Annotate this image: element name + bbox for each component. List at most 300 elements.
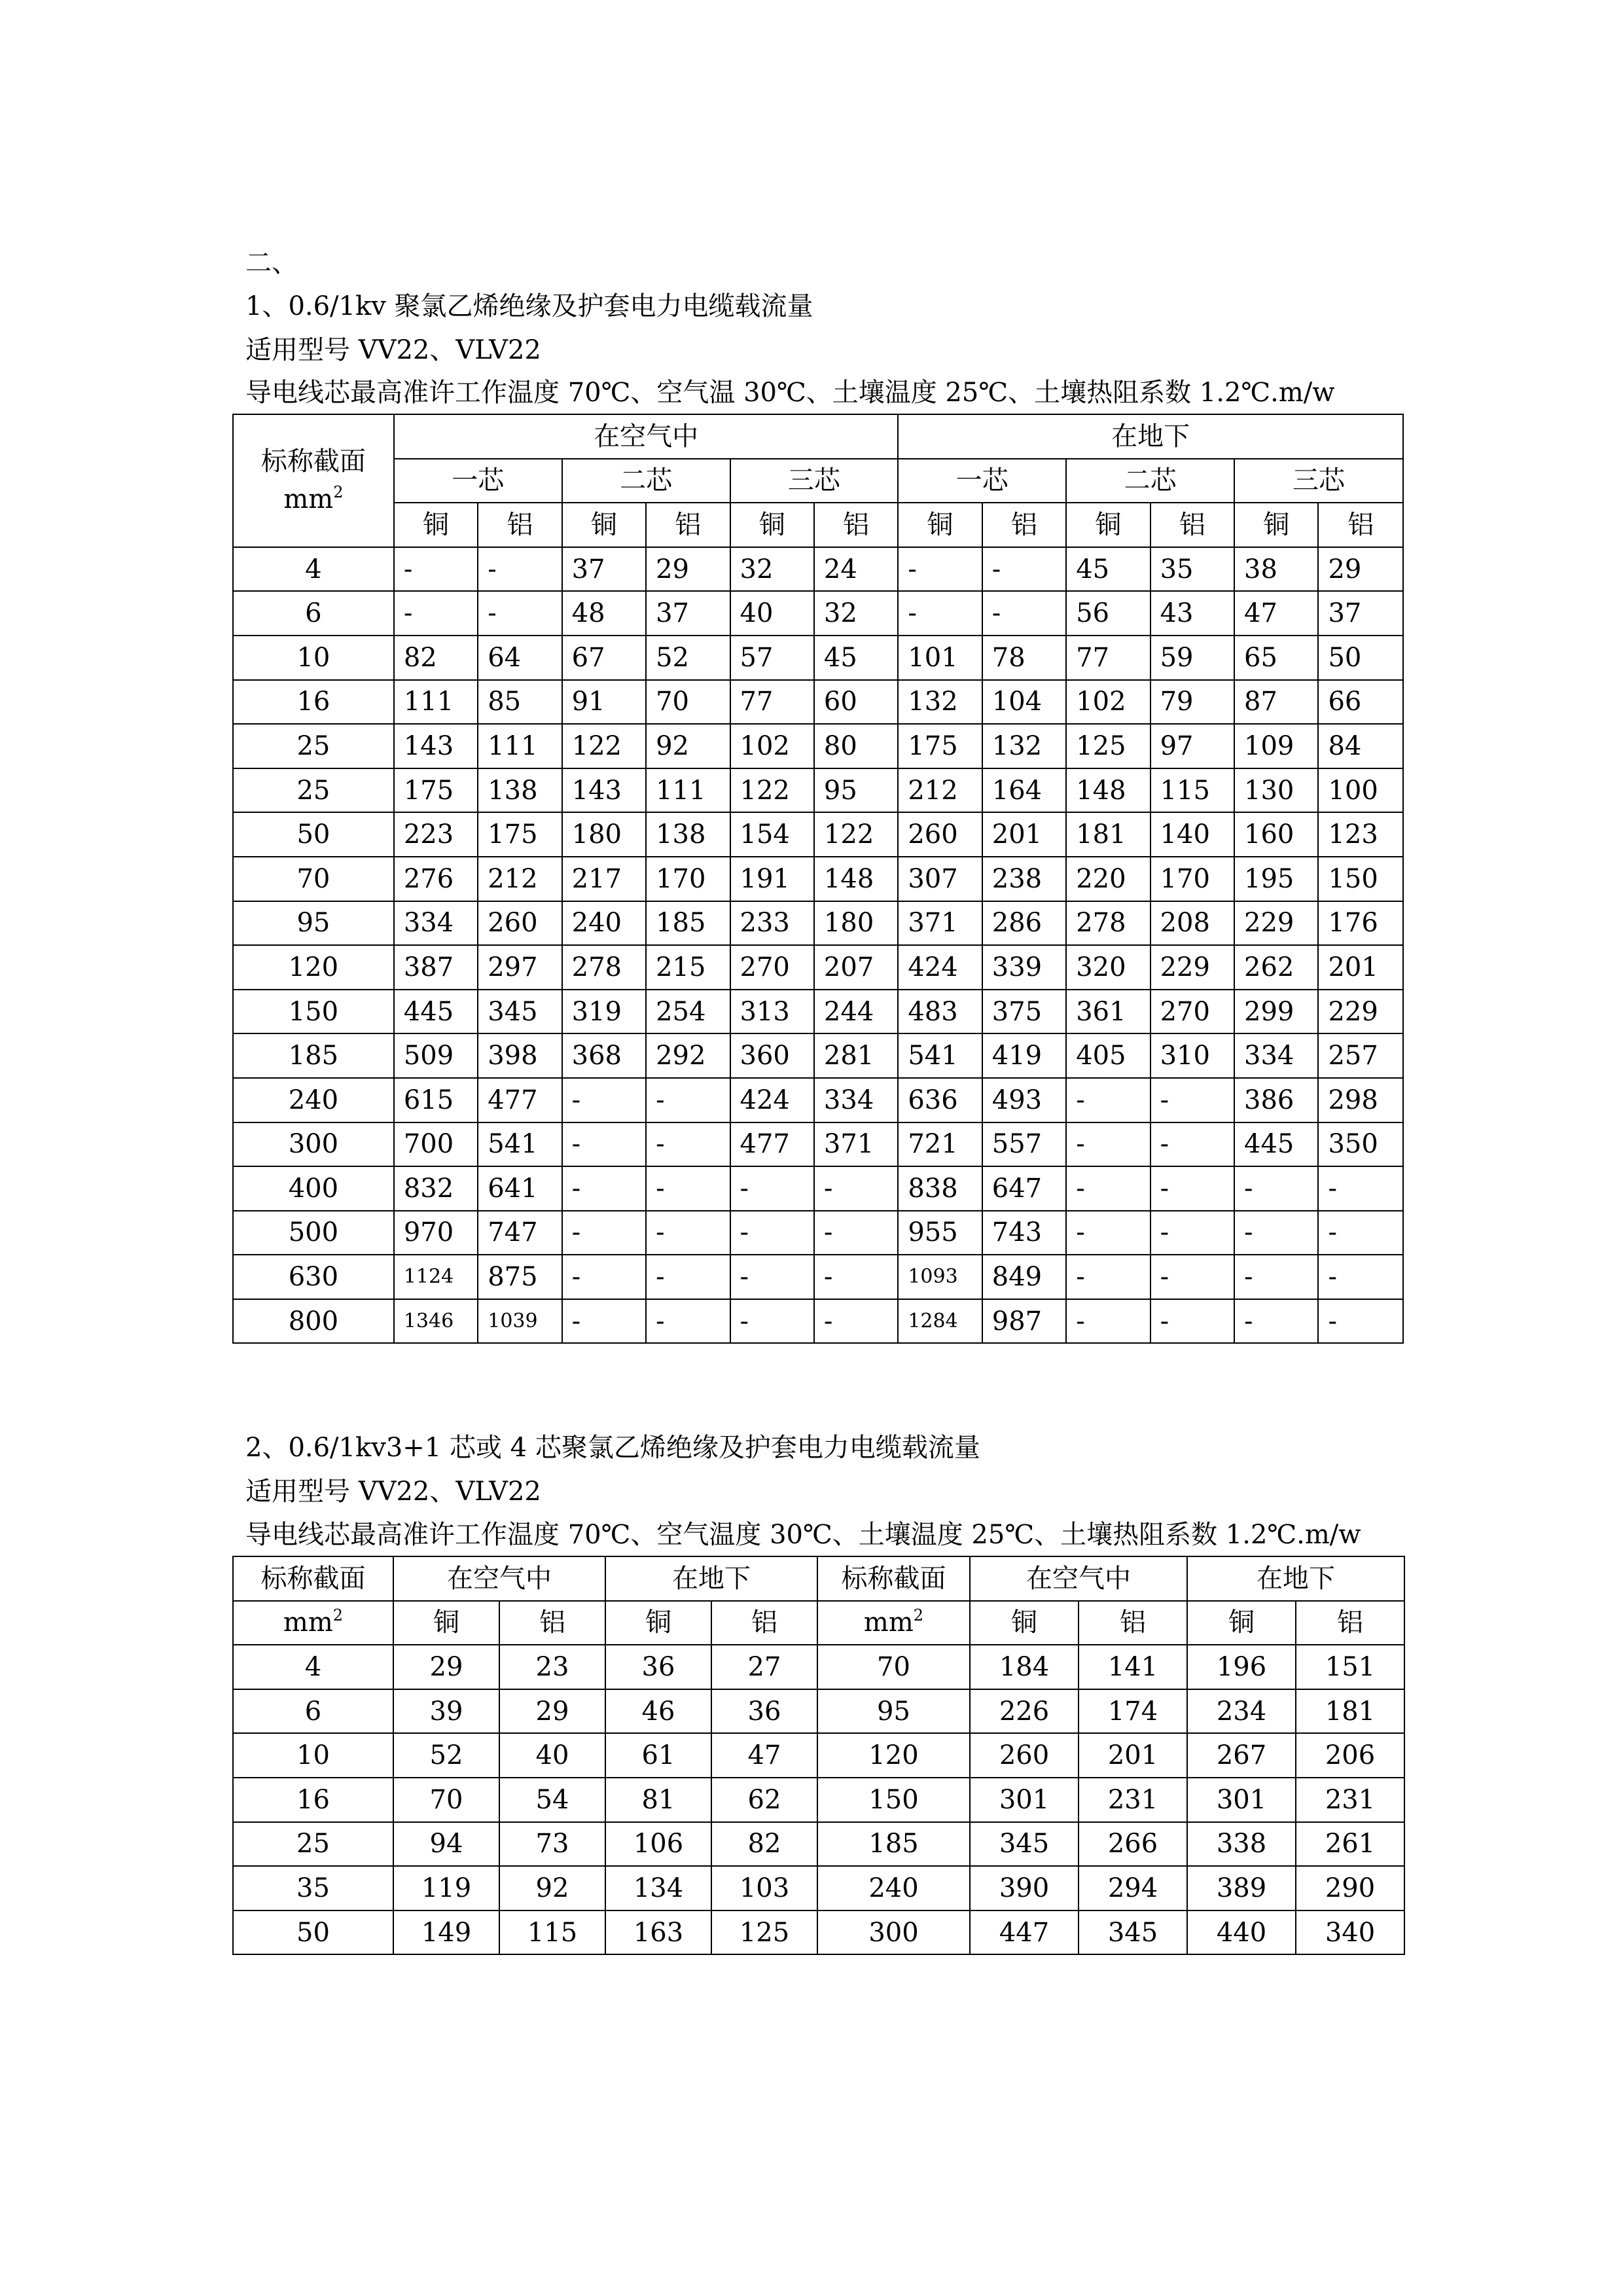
table-cell: - xyxy=(1150,1255,1234,1299)
table-cell: - xyxy=(1234,1211,1318,1255)
table-cell: 170 xyxy=(1150,857,1234,901)
table-row xyxy=(233,1866,1404,1910)
table-cell: 123 xyxy=(1318,812,1403,857)
table-cell: - xyxy=(898,591,982,636)
core-header: 三芯 xyxy=(1234,459,1403,503)
table1-section-header xyxy=(233,414,394,547)
table-cell: 298 xyxy=(1318,1078,1403,1122)
table-cell: 77 xyxy=(1066,636,1150,680)
table-cell: 270 xyxy=(730,945,814,990)
table-cell: - xyxy=(562,1299,646,1344)
table-cell: - xyxy=(1318,1299,1403,1344)
table-cell: 290 xyxy=(1296,1866,1404,1910)
table-row xyxy=(233,547,1403,592)
table-cell: 111 xyxy=(478,724,562,768)
aluminum-header: 铝 xyxy=(1150,503,1234,547)
section-cell: 25 xyxy=(233,724,394,768)
table-cell: 52 xyxy=(393,1733,499,1778)
section-cell: 50 xyxy=(233,1910,393,1955)
table-cell: 201 xyxy=(982,812,1066,857)
table-cell: 140 xyxy=(1150,812,1234,857)
table-cell: 477 xyxy=(730,1122,814,1167)
table-cell: 721 xyxy=(898,1122,982,1167)
table-cell: 310 xyxy=(1150,1033,1234,1078)
table-cell: - xyxy=(1150,1166,1234,1211)
table-row xyxy=(233,1645,1404,1689)
table-cell: - xyxy=(646,1255,730,1299)
section-marker: 二、 xyxy=(245,248,298,278)
aluminum-header: 铝 xyxy=(1296,1601,1404,1645)
table-cell: 180 xyxy=(814,901,898,946)
table-cell: - xyxy=(646,1166,730,1211)
table-cell: 73 xyxy=(499,1822,605,1867)
table-row xyxy=(233,857,1403,901)
section-cell: 50 xyxy=(233,812,394,857)
aluminum-header: 铝 xyxy=(478,503,562,547)
table-cell: - xyxy=(646,1122,730,1167)
table-cell: - xyxy=(814,1299,898,1344)
table-row xyxy=(233,636,1403,680)
section-cell: 16 xyxy=(233,680,394,725)
table-row xyxy=(233,945,1403,990)
table-cell: 77 xyxy=(730,680,814,725)
table-cell: 47 xyxy=(711,1733,817,1778)
table-cell: 238 xyxy=(982,857,1066,901)
ground-header: 在地下 xyxy=(605,1556,817,1601)
section-label: 标称截面 xyxy=(233,1556,393,1601)
table-cell: 419 xyxy=(982,1033,1066,1078)
section-cell: 95 xyxy=(233,901,394,946)
table-cell: 95 xyxy=(814,768,898,813)
table-cell: 80 xyxy=(814,724,898,768)
table-cell: - xyxy=(1234,1299,1318,1344)
copper-header: 铜 xyxy=(393,1601,499,1645)
table-cell: 286 xyxy=(982,901,1066,946)
table-cell: 134 xyxy=(605,1866,711,1910)
table-cell: 955 xyxy=(898,1211,982,1255)
section-cell: 16 xyxy=(233,1778,393,1822)
aluminum-header: 铝 xyxy=(646,503,730,547)
table-cell: 67 xyxy=(562,636,646,680)
table-cell: 278 xyxy=(1066,901,1150,946)
table-cell: 62 xyxy=(711,1778,817,1822)
table-cell: - xyxy=(814,1211,898,1255)
air-header: 在空气中 xyxy=(970,1556,1187,1601)
table-cell: 115 xyxy=(499,1910,605,1955)
table-row xyxy=(233,591,1403,636)
table-cell: 48 xyxy=(562,591,646,636)
table-cell: 149 xyxy=(393,1910,499,1955)
table-cell: 174 xyxy=(1079,1689,1187,1734)
table-cell: 37 xyxy=(646,591,730,636)
table-cell: 185 xyxy=(817,1822,970,1867)
table-cell: 66 xyxy=(1318,680,1403,725)
aluminum-header: 铝 xyxy=(711,1601,817,1645)
table-cell: 151 xyxy=(1296,1645,1404,1689)
section-cell: 400 xyxy=(233,1166,394,1211)
section-cell: 10 xyxy=(233,636,394,680)
table-cell: 212 xyxy=(898,768,982,813)
table-cell: 838 xyxy=(898,1166,982,1211)
table-cell: 389 xyxy=(1187,1866,1296,1910)
table-cell: 120 xyxy=(817,1733,970,1778)
table-cell: 231 xyxy=(1079,1778,1187,1822)
table-cell: 345 xyxy=(478,990,562,1034)
table-cell: 1093 xyxy=(898,1255,982,1299)
table-cell: 220 xyxy=(1066,857,1150,901)
table-cell: 260 xyxy=(970,1733,1079,1778)
table-cell: - xyxy=(646,1211,730,1255)
air-header: 在空气中 xyxy=(393,1556,605,1601)
copper-header: 铜 xyxy=(394,503,478,547)
table-cell: 101 xyxy=(898,636,982,680)
table-cell: 103 xyxy=(711,1866,817,1910)
table-cell: 184 xyxy=(970,1645,1079,1689)
table-cell: 339 xyxy=(982,945,1066,990)
table-row xyxy=(233,1255,1403,1299)
table-cell: 50 xyxy=(1318,636,1403,680)
section-cell: 6 xyxy=(233,591,394,636)
table-cell: - xyxy=(1066,1122,1150,1167)
table-row xyxy=(233,1733,1404,1778)
table-cell: - xyxy=(730,1255,814,1299)
table2-conditions: 导电线芯最高准许工作温度 70℃、空气温度 30℃、土壤温度 25℃、土壤热阻系数 1.2℃.m/w xyxy=(245,1520,1361,1550)
table-cell: 95 xyxy=(817,1689,970,1734)
table-cell: 29 xyxy=(1318,547,1403,592)
table-cell: 106 xyxy=(605,1822,711,1867)
table-cell: - xyxy=(646,1299,730,1344)
table2-header-row-2 xyxy=(233,1601,1404,1645)
table1-body xyxy=(233,547,1403,1344)
table-cell: 196 xyxy=(1187,1645,1296,1689)
table-cell: - xyxy=(562,1078,646,1122)
table-cell: - xyxy=(730,1166,814,1211)
table-cell: 477 xyxy=(478,1078,562,1122)
table-cell: 92 xyxy=(646,724,730,768)
table-cell: 46 xyxy=(605,1689,711,1734)
table-cell: 301 xyxy=(970,1778,1079,1822)
section-cell: 300 xyxy=(233,1122,394,1167)
table-cell: 175 xyxy=(394,768,478,813)
table-cell: 40 xyxy=(730,591,814,636)
table-cell: 122 xyxy=(814,812,898,857)
table1-header-row-2 xyxy=(233,459,1403,503)
table-cell: - xyxy=(730,1299,814,1344)
table-cell: - xyxy=(982,591,1066,636)
table-cell: 40 xyxy=(499,1733,605,1778)
table-cell: 94 xyxy=(393,1822,499,1867)
table-cell: - xyxy=(1318,1211,1403,1255)
table-cell: - xyxy=(814,1255,898,1299)
section-cell: 240 xyxy=(233,1078,394,1122)
copper-header: 铜 xyxy=(970,1601,1079,1645)
table-cell: 160 xyxy=(1234,812,1318,857)
section-label: 标称截面 xyxy=(817,1556,970,1601)
table-cell: 64 xyxy=(478,636,562,680)
section-unit: $mm^2$ xyxy=(283,483,344,515)
table-cell: 122 xyxy=(562,724,646,768)
table-cell: 360 xyxy=(730,1033,814,1078)
section-cell: 25 xyxy=(233,768,394,813)
table-cell: - xyxy=(1234,1166,1318,1211)
table1-conditions: 导电线芯最高准许工作温度 70℃、空气温 30℃、土壤温度 25℃、土壤热阻系数 1.2℃.m/w xyxy=(245,378,1335,408)
table-cell: 59 xyxy=(1150,636,1234,680)
table-cell: 45 xyxy=(1066,547,1150,592)
ampacity-table-1 xyxy=(232,414,1404,1344)
table-cell: 38 xyxy=(1234,547,1318,592)
table-row xyxy=(233,1033,1403,1078)
table-cell: 345 xyxy=(970,1822,1079,1867)
table-cell: 260 xyxy=(478,901,562,946)
table-cell: 541 xyxy=(478,1122,562,1167)
table-cell: 36 xyxy=(711,1689,817,1734)
table-cell: - xyxy=(1318,1166,1403,1211)
table-cell: - xyxy=(562,1122,646,1167)
table-cell: 832 xyxy=(394,1166,478,1211)
table-row xyxy=(233,990,1403,1034)
table-cell: 368 xyxy=(562,1033,646,1078)
table-cell: 557 xyxy=(982,1122,1066,1167)
table-cell: 180 xyxy=(562,812,646,857)
table-cell: 405 xyxy=(1066,1033,1150,1078)
table-cell: - xyxy=(562,1255,646,1299)
table-cell: 150 xyxy=(1318,857,1403,901)
table-cell: 447 xyxy=(970,1910,1079,1955)
ground-header: 在地下 xyxy=(898,414,1403,459)
table-cell: 78 xyxy=(982,636,1066,680)
table-cell: - xyxy=(394,547,478,592)
table-cell: 138 xyxy=(646,812,730,857)
section-cell: 120 xyxy=(233,945,394,990)
table-cell: 743 xyxy=(982,1211,1066,1255)
table-cell: 1346 xyxy=(394,1299,478,1344)
table-cell: 345 xyxy=(1079,1910,1187,1955)
table-cell: 35 xyxy=(1150,547,1234,592)
table-cell: 154 xyxy=(730,812,814,857)
table-cell: 266 xyxy=(1079,1822,1187,1867)
core-header: 三芯 xyxy=(730,459,899,503)
table-cell: 424 xyxy=(730,1078,814,1122)
copper-header: 铜 xyxy=(562,503,646,547)
table-row xyxy=(233,680,1403,725)
table-cell: 23 xyxy=(499,1645,605,1689)
table-cell: 125 xyxy=(1066,724,1150,768)
table-cell: 39 xyxy=(393,1689,499,1734)
table-row xyxy=(233,1166,1403,1211)
section-cell: 4 xyxy=(233,1645,393,1689)
table-cell: 138 xyxy=(478,768,562,813)
section-cell: 800 xyxy=(233,1299,394,1344)
section-cell: 10 xyxy=(233,1733,393,1778)
table-cell: 54 xyxy=(499,1778,605,1822)
table-cell: 292 xyxy=(646,1033,730,1078)
table-cell: 278 xyxy=(562,945,646,990)
section-cell: 6 xyxy=(233,1689,393,1734)
table-cell: 700 xyxy=(394,1122,478,1167)
table-cell: 36 xyxy=(605,1645,711,1689)
table-cell: 97 xyxy=(1150,724,1234,768)
table-cell: 163 xyxy=(605,1910,711,1955)
table-cell: - xyxy=(478,547,562,592)
table-cell: 207 xyxy=(814,945,898,990)
section-cell: 185 xyxy=(233,1033,394,1078)
table-cell: 32 xyxy=(730,547,814,592)
table-cell: 115 xyxy=(1150,768,1234,813)
table-cell: 445 xyxy=(1234,1122,1318,1167)
table-row xyxy=(233,1689,1404,1734)
table-cell: 91 xyxy=(562,680,646,725)
table-cell: 350 xyxy=(1318,1122,1403,1167)
table-cell: 164 xyxy=(982,768,1066,813)
table-cell: 82 xyxy=(394,636,478,680)
copper-header: 铜 xyxy=(730,503,814,547)
table-cell: 281 xyxy=(814,1033,898,1078)
table-cell: 81 xyxy=(605,1778,711,1822)
table-cell: 57 xyxy=(730,636,814,680)
table-cell: 100 xyxy=(1318,768,1403,813)
table-cell: - xyxy=(562,1211,646,1255)
table-cell: - xyxy=(730,1211,814,1255)
table-cell: 109 xyxy=(1234,724,1318,768)
table1-title: 1、0.6/1kv 聚氯乙烯绝缘及护套电力电缆载流量 xyxy=(245,291,813,321)
table-cell: 987 xyxy=(982,1299,1066,1344)
table-cell: 201 xyxy=(1318,945,1403,990)
copper-header: 铜 xyxy=(898,503,982,547)
table-cell: 119 xyxy=(393,1866,499,1910)
table-cell: 334 xyxy=(814,1078,898,1122)
table-cell: 223 xyxy=(394,812,478,857)
aluminum-header: 铝 xyxy=(814,503,898,547)
table-cell: 181 xyxy=(1296,1689,1404,1734)
aluminum-header: 铝 xyxy=(1079,1601,1187,1645)
section-unit: $mm^2$ xyxy=(817,1601,970,1645)
table-cell: 195 xyxy=(1234,857,1318,901)
table-cell: 206 xyxy=(1296,1733,1404,1778)
table1-model: 适用型号 VV22、VLV22 xyxy=(245,335,541,365)
table-cell: 970 xyxy=(394,1211,478,1255)
table-cell: 43 xyxy=(1150,591,1234,636)
table-cell: 104 xyxy=(982,680,1066,725)
copper-header: 铜 xyxy=(1066,503,1150,547)
table-cell: 424 xyxy=(898,945,982,990)
table-cell: 27 xyxy=(711,1645,817,1689)
table-cell: 390 xyxy=(970,1866,1079,1910)
aluminum-header: 铝 xyxy=(982,503,1066,547)
table2-body xyxy=(233,1645,1404,1954)
table-cell: 122 xyxy=(730,768,814,813)
table-cell: 226 xyxy=(970,1689,1079,1734)
table-cell: 647 xyxy=(982,1166,1066,1211)
table-cell: 229 xyxy=(1318,990,1403,1034)
table-cell: 233 xyxy=(730,901,814,946)
table-cell: 37 xyxy=(1318,591,1403,636)
table-row xyxy=(233,724,1403,768)
copper-header: 铜 xyxy=(1187,1601,1296,1645)
table-cell: 398 xyxy=(478,1033,562,1078)
table-cell: - xyxy=(1150,1078,1234,1122)
table1-header-row-1 xyxy=(233,414,1403,459)
table-cell: 509 xyxy=(394,1033,478,1078)
table-cell: 215 xyxy=(646,945,730,990)
table-cell: 334 xyxy=(1234,1033,1318,1078)
table-cell: 176 xyxy=(1318,901,1403,946)
table-cell: 641 xyxy=(478,1166,562,1211)
table-cell: 130 xyxy=(1234,768,1318,813)
table2-model: 适用型号 VV22、VLV22 xyxy=(245,1477,541,1507)
table-cell: 47 xyxy=(1234,591,1318,636)
table-cell: 148 xyxy=(1066,768,1150,813)
table-cell: 132 xyxy=(898,680,982,725)
table-cell: 267 xyxy=(1187,1733,1296,1778)
table-cell: - xyxy=(1234,1255,1318,1299)
table-cell: 270 xyxy=(1150,990,1234,1034)
table-cell: 262 xyxy=(1234,945,1318,990)
table-cell: 240 xyxy=(817,1866,970,1910)
aluminum-header: 铝 xyxy=(1318,503,1403,547)
table-cell: 299 xyxy=(1234,990,1318,1034)
table-cell: 29 xyxy=(499,1689,605,1734)
table-cell: 201 xyxy=(1079,1733,1187,1778)
core-header: 一芯 xyxy=(898,459,1066,503)
table-cell: 70 xyxy=(646,680,730,725)
table-cell: 175 xyxy=(478,812,562,857)
table-cell: 294 xyxy=(1079,1866,1187,1910)
table-cell: 85 xyxy=(478,680,562,725)
table-cell: 231 xyxy=(1296,1778,1404,1822)
table-cell: 143 xyxy=(562,768,646,813)
table-cell: 234 xyxy=(1187,1689,1296,1734)
table-cell: 260 xyxy=(898,812,982,857)
table-cell: 185 xyxy=(646,901,730,946)
table-cell: 181 xyxy=(1066,812,1150,857)
table-cell: 387 xyxy=(394,945,478,990)
table-cell: 300 xyxy=(817,1910,970,1955)
table-cell: - xyxy=(1150,1211,1234,1255)
section-cell: 70 xyxy=(233,857,394,901)
table-cell: 217 xyxy=(562,857,646,901)
table-cell: 29 xyxy=(393,1645,499,1689)
table-cell: - xyxy=(478,591,562,636)
table-cell: 102 xyxy=(730,724,814,768)
table-cell: - xyxy=(1066,1255,1150,1299)
table-cell: 82 xyxy=(711,1822,817,1867)
table-cell: - xyxy=(646,1078,730,1122)
table-cell: - xyxy=(1066,1078,1150,1122)
table-row xyxy=(233,1822,1404,1867)
table-cell: 212 xyxy=(478,857,562,901)
table-cell: 191 xyxy=(730,857,814,901)
table-cell: 541 xyxy=(898,1033,982,1078)
table-cell: - xyxy=(1066,1211,1150,1255)
section-cell: 150 xyxy=(233,990,394,1034)
table-cell: 150 xyxy=(817,1778,970,1822)
table-cell: 37 xyxy=(562,547,646,592)
table-cell: 371 xyxy=(814,1122,898,1167)
table-row xyxy=(233,901,1403,946)
table-row xyxy=(233,812,1403,857)
core-header: 二芯 xyxy=(562,459,730,503)
table-cell: 340 xyxy=(1296,1910,1404,1955)
section-cell: 35 xyxy=(233,1866,393,1910)
table2-header-row-1 xyxy=(233,1556,1404,1601)
table-cell: 32 xyxy=(814,591,898,636)
table-row xyxy=(233,1122,1403,1167)
table-cell: - xyxy=(394,591,478,636)
table-cell: 747 xyxy=(478,1211,562,1255)
table-cell: 636 xyxy=(898,1078,982,1122)
table-cell: 261 xyxy=(1296,1822,1404,1867)
table-cell: 60 xyxy=(814,680,898,725)
